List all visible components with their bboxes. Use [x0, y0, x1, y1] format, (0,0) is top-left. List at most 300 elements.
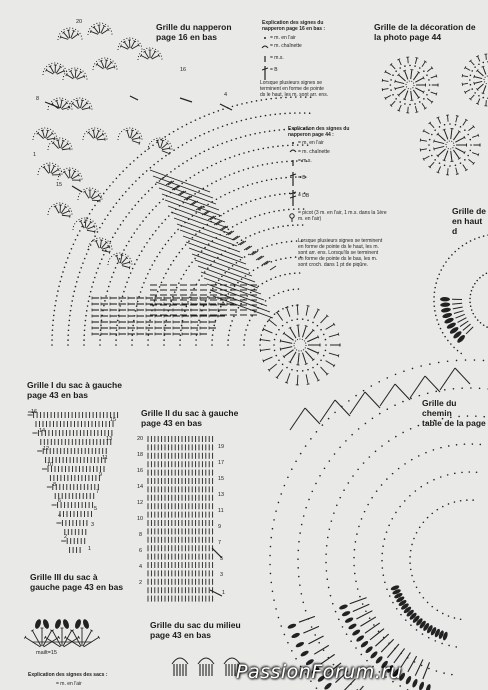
chain-dot [269, 564, 271, 566]
chain-dot [187, 301, 189, 303]
stitch-line [478, 134, 479, 137]
stitch-line [130, 96, 138, 100]
stitch-line [453, 131, 459, 140]
chain-dot [439, 162, 441, 164]
chain-dot [190, 139, 192, 141]
chain-dot [52, 324, 54, 326]
chain-dot [409, 104, 411, 106]
chain-dot [362, 603, 364, 605]
chain-dot [334, 412, 336, 414]
chain-dot [461, 387, 463, 389]
chain-dot [92, 240, 94, 242]
chain-dot [91, 286, 93, 288]
stitch-line [385, 72, 390, 75]
chain-dot [455, 164, 457, 166]
stitch-line [280, 341, 292, 343]
chemin-title: Grille du chemin table de la page [422, 398, 486, 428]
stitch-line [438, 149, 446, 156]
chain-dot [389, 595, 391, 597]
chain-dot [363, 390, 365, 392]
stitch-line [72, 186, 82, 192]
stitch-line [91, 31, 98, 34]
stitch-line [474, 77, 482, 79]
stitch-line [391, 101, 395, 106]
chain-dot [256, 100, 258, 102]
chain-dot [274, 313, 276, 315]
chain-dot [451, 254, 453, 256]
chain-dot [335, 611, 337, 613]
chain-dot [323, 334, 325, 336]
chain-dot [174, 232, 176, 234]
stitch-line [106, 62, 111, 68]
chain-dot [434, 291, 436, 293]
chain-dot [133, 320, 135, 322]
stitch-line [81, 100, 84, 101]
chain-dot [170, 301, 172, 303]
legend16-note: Lorsque plusieurs signes se terminent en forme de pointe ds le haut, les m. sont arr. ens. [260, 80, 329, 98]
chain-dot [169, 133, 171, 135]
chain-dot [260, 197, 262, 199]
chain-dot [211, 183, 213, 185]
stitch-line [470, 95, 474, 99]
row-number: 2 [64, 534, 68, 540]
chain-dot [354, 573, 356, 575]
stitch-line [192, 254, 252, 276]
chain-dot [390, 79, 392, 81]
chain-dot [297, 558, 299, 560]
stitch-line [425, 376, 440, 392]
stitch-line [263, 357, 272, 361]
chain-dot [93, 281, 95, 283]
row-number: 4 [58, 513, 62, 519]
stitch-line [120, 45, 121, 48]
chain-dot [278, 129, 280, 131]
chain-dot [99, 339, 101, 341]
chain-dot [176, 287, 178, 289]
chain-dot [151, 264, 153, 266]
chain-dot [236, 121, 238, 123]
stitch-line [287, 373, 290, 382]
chain-dot [437, 509, 439, 511]
chain-dot [80, 267, 82, 269]
partial-right-title: Grille de en haut d [452, 206, 487, 236]
chain-dot [382, 567, 384, 569]
chain-dot [257, 165, 259, 167]
chain-dot [440, 328, 442, 330]
chain-dot [394, 404, 396, 406]
chain-dot [120, 224, 122, 226]
chain-dot [291, 650, 293, 652]
stitch-line [298, 353, 299, 365]
chain-dot [202, 169, 204, 171]
chain-dot [283, 291, 285, 293]
chain-dot [132, 268, 134, 270]
chain-dot [106, 189, 108, 191]
stitch-line [201, 272, 261, 294]
sacs-legend-heading: Explication des signes des sacs : [28, 672, 108, 678]
chain-dot [438, 323, 440, 325]
chain-dot [155, 205, 157, 207]
chain-arc [172, 658, 188, 664]
stitch-line [398, 89, 405, 95]
chain-dot [221, 276, 223, 278]
chain-dot [467, 134, 469, 136]
chain-dot [290, 257, 292, 259]
stitch-line [132, 141, 140, 144]
chain-dot [386, 588, 388, 590]
chain-dot [185, 244, 187, 246]
chain-dot [157, 161, 159, 163]
chain-dot [410, 550, 412, 552]
chain-dot [128, 277, 130, 279]
chain-dot [147, 344, 149, 346]
chain-dot [250, 292, 252, 294]
chain-dot [261, 99, 263, 101]
stitch-line [477, 84, 483, 90]
chain-dot [182, 163, 184, 165]
chain-dot [429, 150, 431, 152]
chain-dot [182, 248, 184, 250]
stitch-line [62, 149, 70, 150]
chain-dot [284, 193, 286, 195]
chain-dot [126, 167, 128, 169]
chain-dot [367, 504, 369, 506]
chain-dot [281, 242, 283, 244]
chain-dot [466, 242, 468, 244]
stitch-line [55, 100, 58, 101]
chain-dot [272, 146, 274, 148]
chain-dot [109, 185, 111, 187]
stitch-line [220, 104, 232, 110]
chain-dot [112, 181, 114, 183]
stitch-line [130, 130, 132, 138]
chain-dot [423, 98, 425, 100]
chain-dot [410, 569, 412, 571]
chain-dot [346, 633, 348, 635]
chain-dot [438, 273, 440, 275]
chain-dot [191, 262, 193, 264]
legend44-note: Lorsque plusieurs signes se terminent en forme de pointe ds le haut, les m. sont arr. ens. Lorsqu'ils se terminent en forme de pointe ds le bas, les m. sont croch. dans 1 pt de piqûre. [298, 238, 383, 268]
chain-dot [278, 617, 280, 619]
chain-dot [404, 500, 406, 502]
chain-dot [328, 587, 330, 589]
stitch-line [127, 130, 129, 138]
chain-dot [75, 239, 77, 241]
stitch-line [430, 162, 434, 167]
stitch-line [318, 335, 319, 338]
chain-dot [287, 642, 289, 644]
chain-dot [218, 279, 220, 281]
chain-dot [302, 601, 304, 603]
chain-dot [185, 180, 187, 182]
chain-dot [128, 212, 130, 214]
chain-dot [243, 169, 245, 171]
chain-dot [259, 231, 261, 233]
row-number: 7 [96, 489, 100, 495]
chain-dot [291, 319, 293, 321]
chain-dot [287, 145, 289, 147]
chain-dot [264, 131, 266, 133]
chain-dot [460, 500, 462, 502]
chain-dot [224, 176, 226, 178]
chain-dot [249, 235, 251, 237]
stitch-line [454, 311, 464, 314]
chain-dot [105, 295, 107, 297]
chain-dot [278, 210, 280, 212]
chain-dot [291, 369, 293, 371]
chain-dot [279, 113, 281, 115]
chain-dot [348, 400, 350, 402]
chain-dot [251, 101, 253, 103]
chain-dot [470, 305, 472, 307]
chain-dot [232, 226, 234, 228]
chain-dot [293, 289, 295, 291]
chain-dot [395, 98, 397, 100]
stitch-line [307, 306, 310, 307]
stitch-line [120, 255, 122, 263]
chain-dot [277, 145, 279, 147]
chain-dot [152, 144, 154, 146]
chain-dot [237, 282, 239, 284]
legend16-item: = m. chaînette [270, 43, 302, 49]
chain-dot [71, 248, 73, 250]
chain-dot [236, 262, 238, 264]
chain-dot [73, 291, 75, 293]
chain-dot [369, 456, 371, 458]
chain-dot [243, 339, 245, 341]
chain-dot [433, 305, 435, 307]
chain-dot [108, 286, 110, 288]
row-number: 20 [137, 436, 144, 442]
chain-dot [125, 286, 127, 288]
chain-dot [141, 250, 143, 252]
chain-dot [464, 443, 466, 445]
chain-dot [474, 92, 476, 94]
legend16-item: = B [270, 67, 278, 73]
chain-dot [278, 502, 280, 504]
stitch-line [92, 200, 100, 201]
stitch-line [129, 266, 130, 269]
chain-dot [285, 177, 287, 179]
chain-dot [161, 282, 163, 284]
chain-dot [238, 307, 240, 309]
chain-dot [198, 279, 200, 281]
chain-dot [152, 209, 154, 211]
row-number: 8 [139, 532, 143, 538]
chain-dot [217, 127, 219, 129]
chain-dot [216, 198, 218, 200]
stitch-oval [355, 634, 365, 642]
chain-dot [329, 528, 331, 530]
stitch-line [156, 140, 159, 141]
chain-dot [399, 506, 401, 508]
stitch-line [463, 165, 467, 171]
chain-dot [357, 469, 359, 471]
chain-dot [148, 190, 150, 192]
stitch-line [413, 90, 418, 98]
chain-dot [461, 472, 463, 474]
chain-dot [419, 67, 421, 69]
stitch-line [472, 135, 478, 137]
chain-dot [54, 310, 56, 312]
chain-dot [447, 340, 449, 342]
stitch-line [84, 75, 85, 78]
chain-dot [433, 479, 435, 481]
chain-dot [282, 308, 284, 310]
stitch-line [466, 327, 473, 334]
chain-dot [247, 324, 249, 326]
stitch-line [285, 382, 288, 383]
chain-dot [222, 108, 224, 110]
chain-dot [292, 142, 294, 144]
chain-dot [230, 325, 232, 327]
chain-dot [300, 453, 302, 455]
stitch-line [171, 212, 231, 234]
chain-dot [151, 187, 153, 189]
chain-dot [390, 89, 392, 91]
chain-dot [287, 476, 289, 478]
chain-dot [245, 119, 247, 121]
chain-dot [61, 276, 63, 278]
stitch-line [64, 32, 69, 38]
chain-dot [73, 243, 75, 245]
chain-dot [104, 218, 106, 220]
chain-dot [255, 116, 257, 118]
chain-dot [243, 344, 245, 346]
stitch-line [395, 87, 396, 90]
chain-dot [409, 495, 411, 497]
stitch-line [370, 629, 384, 640]
stitch-line [314, 372, 319, 381]
stitch-line [95, 230, 96, 233]
chain-dot [55, 300, 57, 302]
chain-dot [274, 339, 276, 341]
chain-dot [386, 531, 388, 533]
stitch-line [415, 88, 423, 92]
stitch-line [403, 70, 406, 71]
chain-dot [433, 301, 435, 303]
chain-dot [131, 339, 133, 341]
chain-dot [198, 172, 200, 174]
chain-dot [412, 368, 414, 370]
chain-dot [273, 227, 275, 229]
stitch-line [420, 149, 427, 150]
chain-dot [280, 177, 282, 179]
chain-dot [307, 319, 309, 321]
chain-dot [262, 283, 264, 285]
chain-dot [220, 161, 222, 163]
chain-dot [325, 350, 327, 352]
chain-dot [195, 155, 197, 157]
stitch-line [44, 167, 49, 173]
chain-dot [395, 436, 397, 438]
chain-dot [256, 182, 258, 184]
stitch-line [456, 174, 459, 175]
chain-dot [323, 649, 325, 651]
chain-dot [157, 291, 159, 293]
chain-dot [195, 137, 197, 139]
chain-dot [71, 305, 73, 307]
row-number: 20 [76, 19, 83, 25]
chain-dot [133, 232, 135, 234]
row-number: 8 [53, 482, 57, 488]
chain-dot [179, 252, 181, 254]
chain-dot [240, 136, 242, 138]
chain-dot [84, 221, 86, 223]
chain-dot [227, 339, 229, 341]
chain-dot [322, 424, 324, 426]
chain-dot [114, 232, 116, 234]
chain-dot [132, 325, 134, 327]
chain-dot [165, 320, 167, 322]
chain-dot [440, 476, 442, 478]
chain-dot [122, 220, 124, 222]
stitch-line [397, 110, 400, 111]
chain-dot [310, 438, 312, 440]
chain-dot [99, 344, 101, 346]
chain-dot [195, 233, 197, 235]
chain-dot [329, 460, 331, 462]
stitch-line [42, 130, 44, 138]
stitch-line [122, 262, 130, 264]
chain-dot [453, 388, 455, 390]
chain-dot [264, 37, 266, 39]
stitch-line [483, 67, 486, 75]
chain-dot [76, 281, 78, 283]
chain-dot [245, 202, 247, 204]
chain-dot [159, 252, 161, 254]
chain-dot [270, 582, 272, 584]
row-number: 14 [39, 428, 46, 434]
chain-dot [195, 344, 197, 346]
chain-dot [323, 355, 325, 357]
chain-dot [218, 110, 220, 112]
row-number: 1 [222, 590, 226, 596]
chain-dot [468, 471, 470, 473]
stitch-line [306, 306, 308, 316]
row-number: 4 [139, 564, 143, 570]
row-number: 13 [218, 492, 225, 498]
stitch-line [427, 98, 432, 102]
chain-dot [471, 309, 473, 311]
chain-dot [429, 363, 431, 365]
stitch-line [365, 392, 380, 408]
chain-dot [177, 128, 179, 130]
chain-dot [252, 166, 254, 168]
chain-dot [327, 537, 329, 539]
chain-dot [140, 291, 142, 293]
chain-dot [423, 597, 425, 599]
chain-dot [115, 339, 117, 341]
chain-dot [296, 370, 298, 372]
chain-dot [269, 130, 271, 132]
chain-dot [267, 147, 269, 149]
stitch-line [287, 307, 290, 316]
chain-dot [201, 250, 203, 252]
chain-dot [100, 329, 102, 331]
chain-dot [229, 192, 231, 194]
chain-dot [271, 244, 273, 246]
row-number: 3 [91, 522, 95, 528]
chain-dot [345, 440, 347, 442]
chain-dot [470, 294, 472, 296]
chain-dot [270, 114, 272, 116]
row-number: 6 [58, 498, 62, 504]
chain-dot [280, 493, 282, 495]
chain-ring [406, 81, 414, 89]
chain-dot [262, 148, 264, 150]
stitch-line [326, 361, 335, 366]
